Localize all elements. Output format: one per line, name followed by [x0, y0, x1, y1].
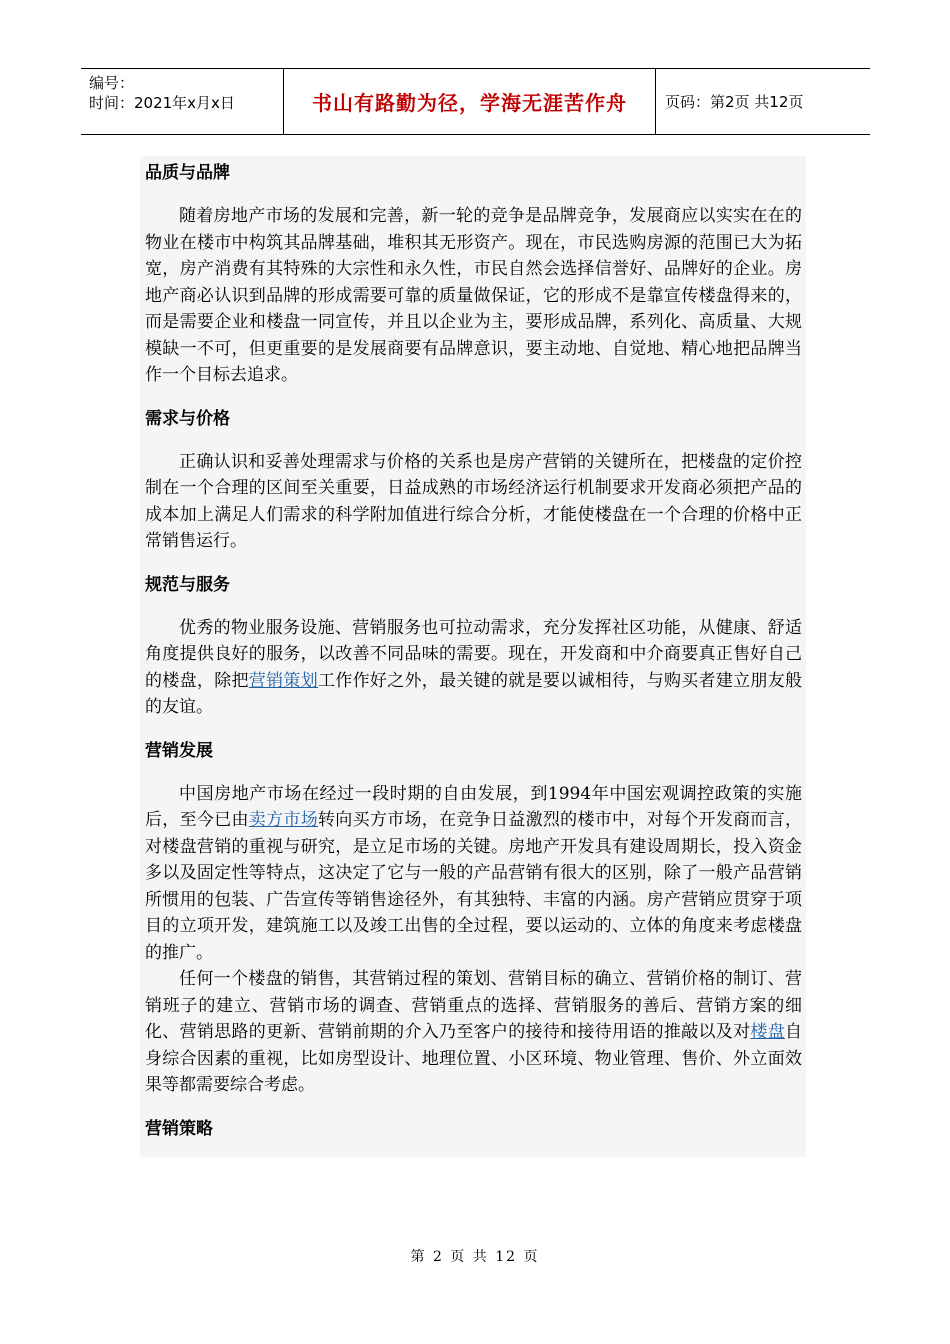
- section-title: 规范与服务: [145, 574, 230, 595]
- section-paragraph: 正确认识和妥善处理需求与价格的关系也是房产营销的关键所在，把楼盘的定价控制在一个合理的区间至关重要，日益成熟的市场经济运行机制要求开发商必须把产品的成本加上满足人们需求的科学附加值进行综合分析，才能使楼盘在一个合理的价格中正常销售运行。: [145, 451, 802, 551]
- section-title: 需求与价格: [145, 408, 230, 429]
- section-paragraph: 随着房地产市场的发展和完善，新一轮的竞争是品牌竞争，发展商应以实实在在的物业在楼市中构筑其品牌基础，堆积其无形资产。现在，市民选购房源的范围已大为拓宽，房产消费有其特殊的大宗性和永久性，市民自然会选择信誉好、品牌好的企业。房地产商必认识到品牌的形成需要可靠的质量做保证，它的形成不是靠宣传楼盘得来的，而是需要企业和楼盘一同宣传，并且以企业为主，要形成品牌，系列化、高质量、大规模缺一不可，但更重要的是发展商要有品牌意识，要主动地、自觉地、精心地把品牌当作一个目标去追求。: [145, 206, 802, 385]
- section-title: 品质与品牌: [145, 163, 230, 183]
- section-title: 营销发展: [145, 740, 213, 761]
- header-date-label: 时间：2021年x月x日: [89, 94, 235, 112]
- header-meta: [81, 69, 283, 134]
- page-footer: 第 2 页 共 12 页: [410, 1249, 540, 1265]
- section-paragraph: [145, 966, 802, 1099]
- paragraph-text: 优秀的物业服务设施、营销服务也可拉动需求，充分发挥社区功能，从健康、舒适角度提供良好的服务，以改善不同品味的需要。现在，开发商和中介商要真正售好自己的楼盘，除把: [145, 617, 802, 691]
- paragraph-text: 任何一个楼盘的销售，其营销过程的策划、营销目标的确立、营销价格的制订、营销班子的建立、营销市场的调查、营销重点的选择、营销服务的善后、营销方案的细化、营销思路的更新、营销前期的介入乃至客户的接待和接待用语的推敲以及对: [145, 969, 802, 1042]
- section-paragraph: [145, 615, 802, 721]
- property-link[interactable]: 楼盘: [750, 1022, 786, 1042]
- paragraph-text: 工作作好之外，最关键的就是要以诚相待，与购买者建立朋友般的友谊。: [145, 670, 803, 717]
- paragraph-text: 中国房地产市场在经过一段时期的自由发展，到1994年中国宏观调控政策的实施后，至今已由: [145, 783, 802, 830]
- header-page-label: 页码：第2页 共12页: [665, 93, 804, 111]
- header-motto: 书山有路勤为径，学海无涯苦作舟: [283, 69, 656, 134]
- paragraph-text: 转向买方市场，在竞争日益激烈的楼市中，对每个开发商而言，对楼盘营销的重视与研究，是立足市场的关键。房地产开发具有建设周期长，投入资金多以及固定性等特点，这决定了它与一般的产品营销有很大的区别，除了一般产品营销所惯用的包装、广告宣传等销售途径外，有其独特、丰富的内涵。房产营销应贯穿于项目的立项开发，建筑施工以及竣工出售的全过程，要以运动的、立体的角度来考虑楼盘的推广。: [145, 810, 803, 963]
- section-paragraph: [145, 781, 802, 967]
- paragraph-text: 自身综合因素的重视，比如房型设计、地理位置、小区环境、物业管理、售价、外立面效果等都需要综合考虑。: [145, 1022, 803, 1095]
- page-header: [81, 68, 870, 135]
- marketing-planning-link[interactable]: 营销策划: [248, 670, 318, 691]
- document-body: [140, 156, 806, 1157]
- section-title: 营销策略: [145, 1118, 213, 1139]
- header-number-label: 编号：: [89, 74, 135, 92]
- sellers-market-link[interactable]: 卖方市场: [248, 810, 318, 830]
